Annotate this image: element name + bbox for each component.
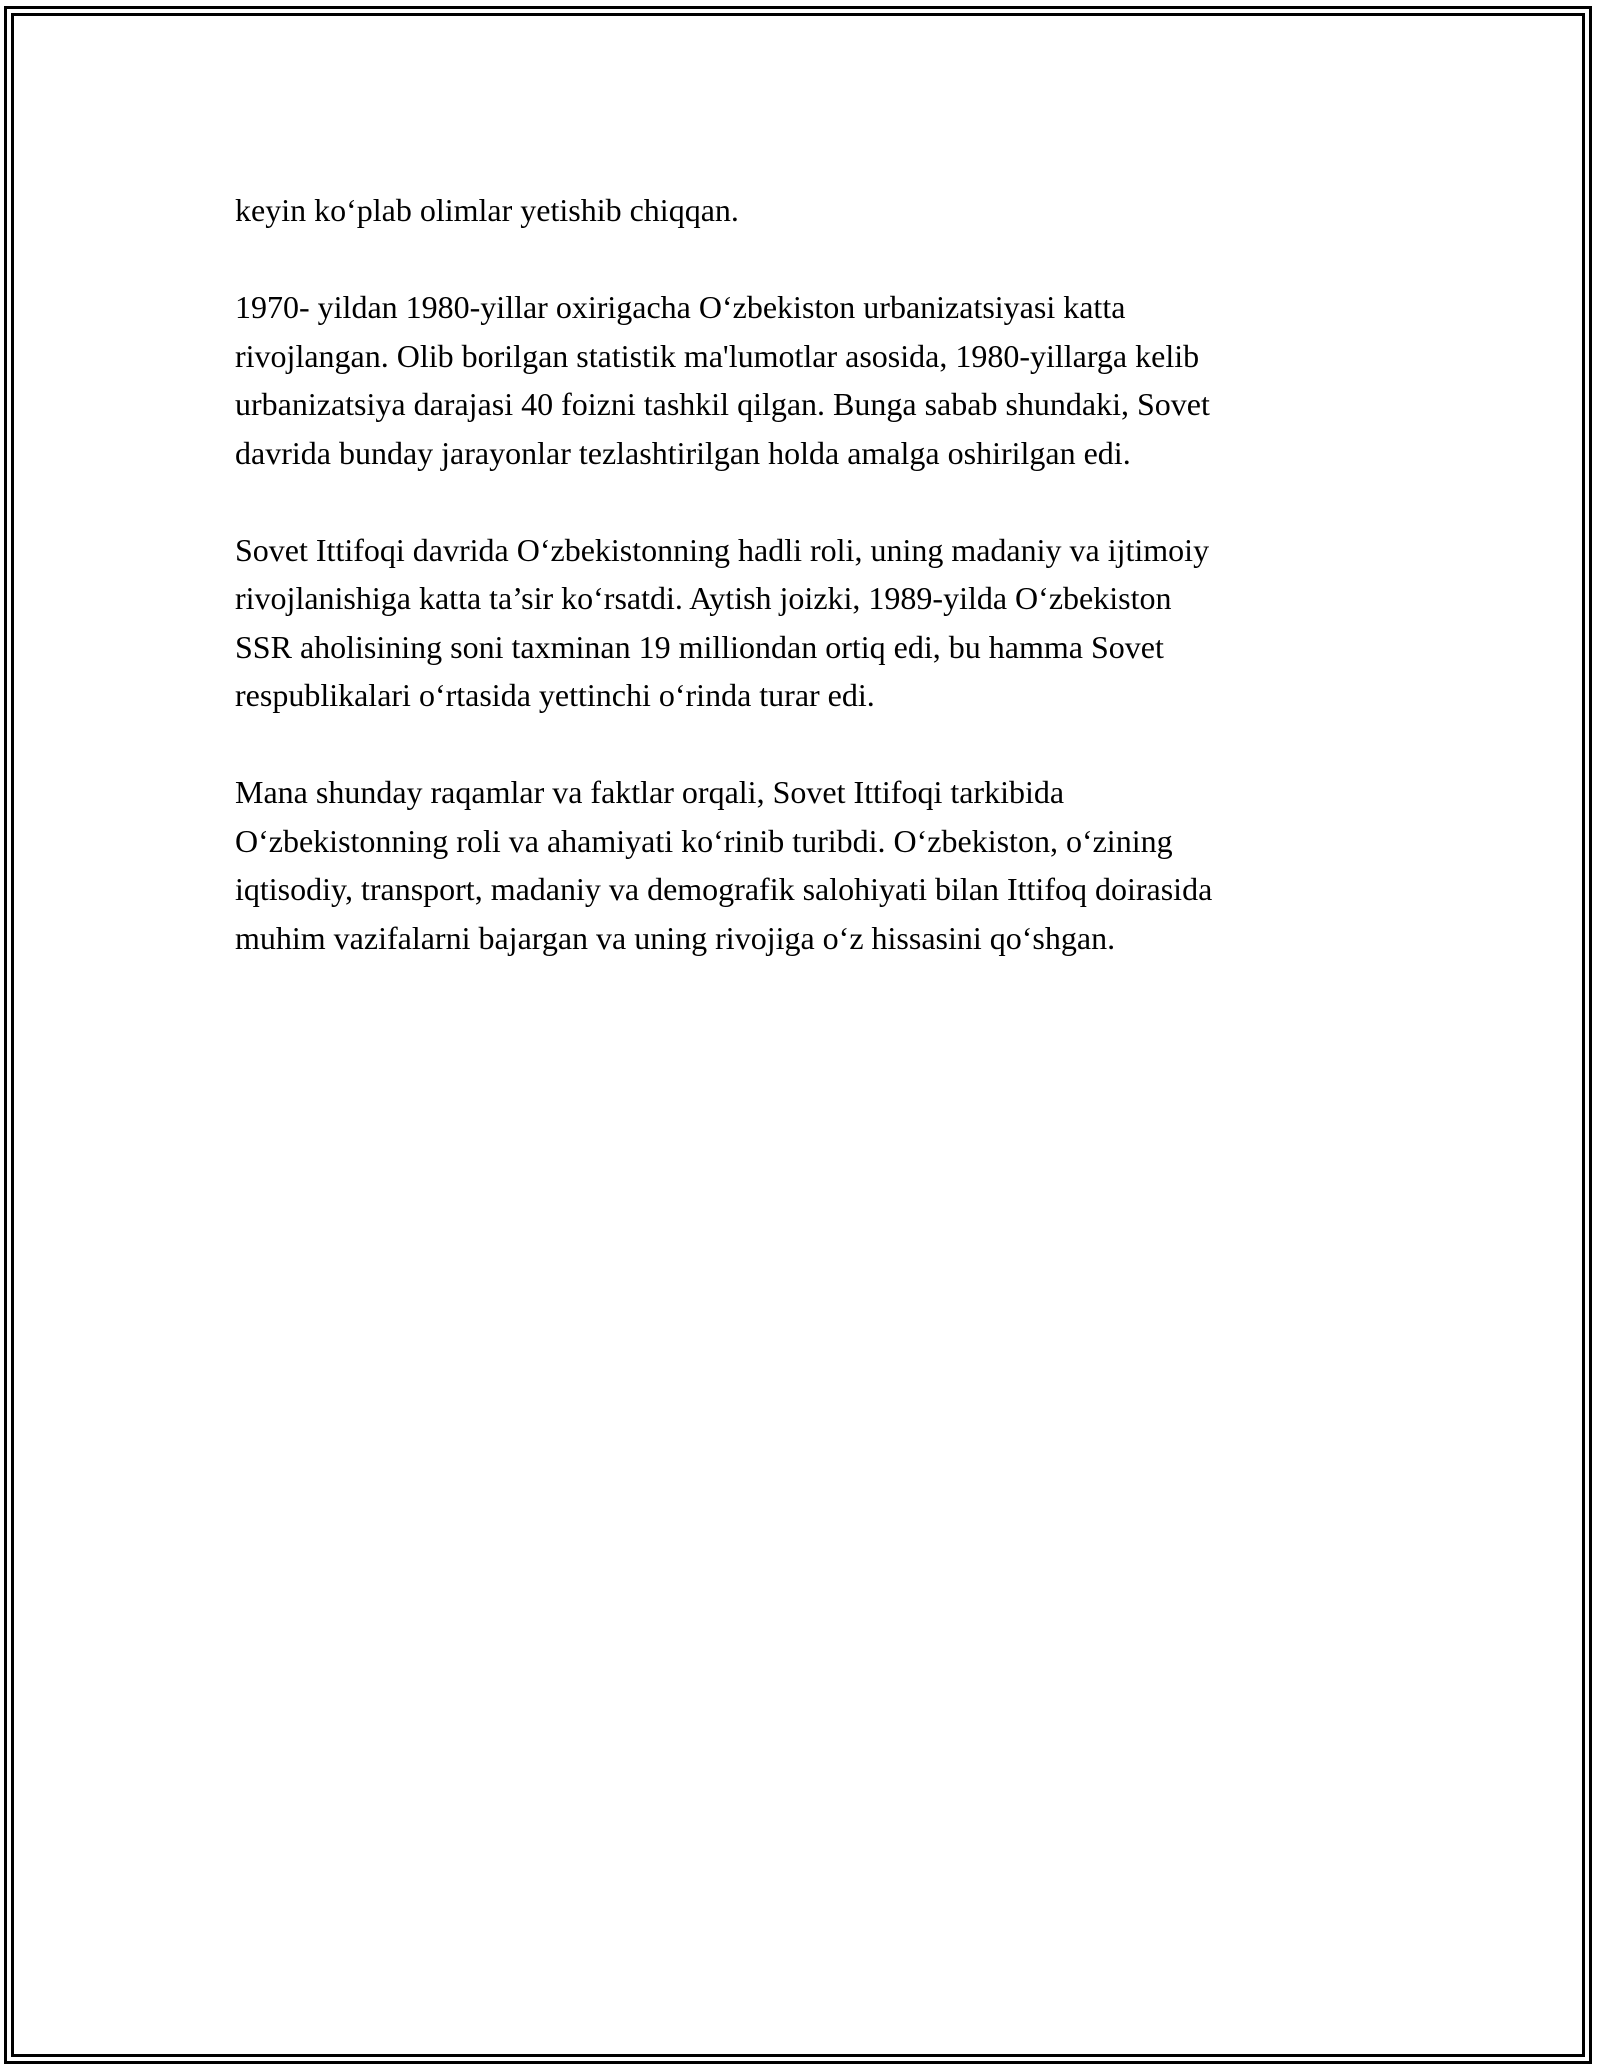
paragraph: keyin ko‘plab olimlar yetishib chiqqan.: [235, 192, 739, 228]
document-body: [235, 186, 1375, 1011]
paragraph: Mana shunday raqamlar va faktlar orqali, Sovet Ittifoqi tarkibida O‘zbekistonning roli va ahamiyati ko‘rinib turibdi. O‘zbekiston, o‘zining iqtisodiy, transport, madaniy va demografik salohiyati bilan Ittifoq doirasida muhim vazifalarni bajargan va uning rivojiga o‘z hissasini qo‘shgan.: [235, 774, 1213, 956]
paragraph: Sovet Ittifoqi davrida O‘zbekistonning hadli roli, uning madaniy va ijtimoiy rivojlanishiga katta ta’sir ko‘rsatdi. Aytish joizki, 1989-yilda O‘zbekiston SSR aholisining soni taxminan 19 milliondan ortiq edi, bu hamma Sovet respublikalari o‘rtasida yettinchi o‘rinda turar edi.: [235, 531, 1210, 713]
paragraph: 1970- yildan 1980-yillar oxirigacha O‘zbekiston urbanizatsiyasi katta rivojlangan. Olib borilgan statistik ma'lumotlar asosida, 1980-yillarga kelib urbanizatsiya darajasi 40 foizni tashkil qilgan. Bunga sabab shundaki, Sovet davrida bunday jarayonlar tezlashtirilgan holda amalga oshirilgan edi.: [235, 289, 1210, 471]
